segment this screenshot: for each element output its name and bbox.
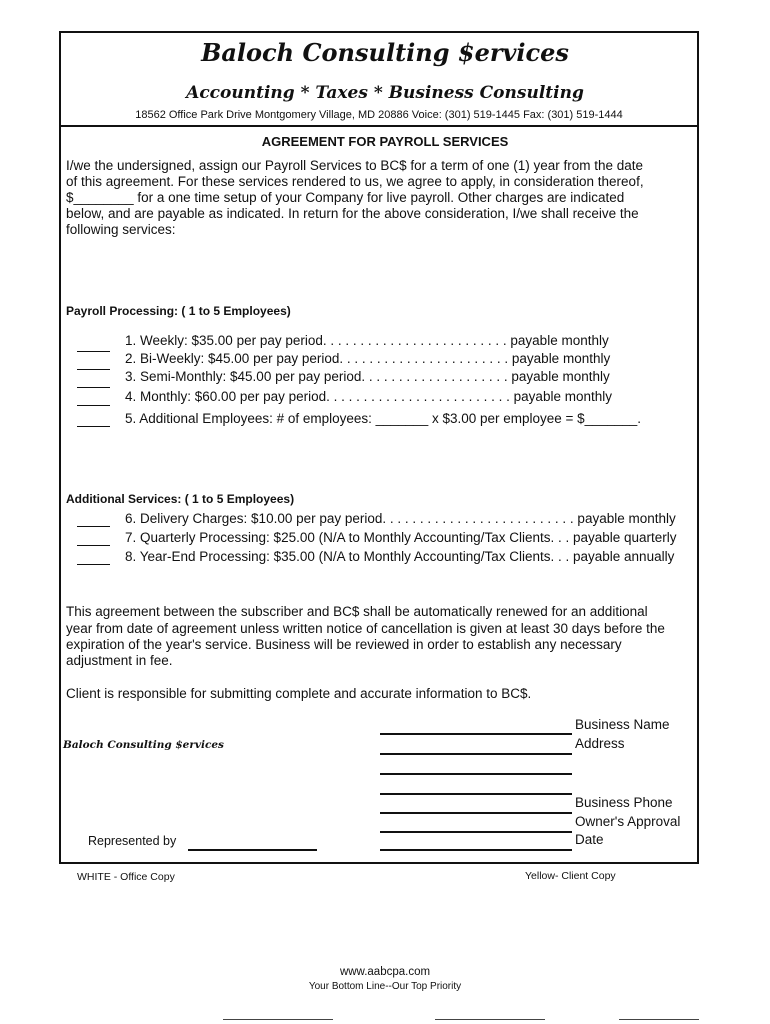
checkbox-line-year-end[interactable]	[77, 564, 110, 565]
footer-website[interactable]: www.aabcpa.com	[339, 966, 431, 978]
footer-slogan: Your Bottom Line--Our Top Priority	[308, 981, 462, 992]
address-line-2[interactable]	[380, 773, 572, 775]
bottom-divider	[619, 1019, 699, 1020]
checkbox-line-biweekly[interactable]	[77, 369, 110, 370]
client-copy-label: Yellow- Client Copy	[525, 870, 616, 882]
intro-line: $________ for a one time setup of your Company for live payroll. Other charges are indicated	[66, 190, 625, 205]
owners-approval-line[interactable]	[380, 831, 572, 833]
field-label-business-name: Business Name	[575, 717, 670, 732]
renewal-line: year from date of agreement unless written notice of cancellation is given at least 30 days before the	[66, 621, 665, 636]
field-label-owners-approval: Owner's Approval	[575, 814, 681, 829]
intro-line: below, and are payable as indicated. In return for the above consideration, I/we shall receive the	[66, 206, 639, 221]
renewal-line: adjustment in fee.	[66, 653, 173, 668]
office-copy-label: WHITE - Office Copy	[77, 871, 175, 883]
checkbox-line-additional-employees[interactable]	[77, 426, 110, 427]
payroll-section-heading: Payroll Processing: ( 1 to 5 Employees)	[66, 304, 291, 318]
service-item-weekly: 1. Weekly: $35.00 per pay period. . . . . . . . . . . . . . . . . . . . . . . . . payable monthly	[125, 333, 609, 348]
date-line[interactable]	[380, 849, 572, 851]
company-address: 18562 Office Park Drive Montgomery Village, MD 20886 Voice: (301) 519-1445 Fax: (301) 519-1444	[135, 109, 623, 121]
represented-by-line[interactable]	[188, 849, 317, 851]
checkbox-line-delivery[interactable]	[77, 526, 110, 527]
service-item-semimonthly: 3. Semi-Monthly: $45.00 per pay period. . . . . . . . . . . . . . . . . . . . payable monthly	[125, 369, 610, 384]
intro-line: I/we the undersigned, assign our Payroll Services to BC$ for a term of one (1) year from the date	[66, 158, 644, 173]
checkbox-line-weekly[interactable]	[77, 351, 110, 352]
company-tagline: Accounting * Taxes * Business Consulting	[186, 83, 584, 103]
bottom-divider	[223, 1019, 333, 1020]
checkbox-line-semimonthly[interactable]	[77, 387, 110, 388]
business-name-line[interactable]	[380, 733, 572, 735]
service-item-quarterly: 7. Quarterly Processing: $25.00 (N/A to Monthly Accounting/Tax Clients. . . payable quarterly	[125, 530, 677, 545]
field-label-address: Address	[575, 736, 625, 751]
bottom-divider	[435, 1019, 545, 1020]
additional-section-heading: Additional Services: ( 1 to 5 Employees)	[66, 492, 295, 506]
renewal-line: This agreement between the subscriber and BC$ shall be automatically renewed for an additional	[66, 604, 648, 619]
service-item-delivery: 6. Delivery Charges: $10.00 per pay period. . . . . . . . . . . . . . . . . . . . . . . . . . payable monthly	[125, 511, 676, 526]
field-label-business-phone: Business Phone	[575, 795, 673, 810]
company-signature: Baloch Consulting $ervices	[63, 739, 224, 751]
field-label-date: Date	[575, 832, 604, 847]
checkbox-line-monthly[interactable]	[77, 405, 110, 406]
intro-line: of this agreement. For these services rendered to us, we agree to apply, in consideration thereof,	[66, 174, 644, 189]
checkbox-line-quarterly[interactable]	[77, 545, 110, 546]
service-item-monthly: 4. Monthly: $60.00 per pay period. . . . . . . . . . . . . . . . . . . . . . . . . payable monthly	[125, 389, 612, 404]
address-line-3[interactable]	[380, 793, 572, 795]
represented-by-label: Represented by	[88, 834, 177, 848]
service-item-biweekly: 2. Bi-Weekly: $45.00 per pay period. . . . . . . . . . . . . . . . . . . . . . . payable monthly	[125, 351, 611, 366]
service-item-additional-employees: 5. Additional Employees: # of employees: _______ x $3.00 per employee = $_______.	[125, 411, 641, 426]
document-title: AGREEMENT FOR PAYROLL SERVICES	[261, 134, 509, 149]
service-item-year-end: 8. Year-End Processing: $35.00 (N/A to Monthly Accounting/Tax Clients. . . payable annually	[125, 549, 675, 564]
company-name: Baloch Consulting $ervices	[201, 38, 569, 67]
renewal-line: expiration of the year's service. Business will be reviewed in order to establish any necessary	[66, 637, 622, 652]
address-line[interactable]	[380, 753, 572, 755]
client-responsibility-note: Client is responsible for submitting complete and accurate information to BC$.	[66, 686, 532, 701]
business-phone-line[interactable]	[380, 812, 572, 814]
intro-line: following services:	[66, 222, 176, 237]
header-divider	[59, 125, 699, 127]
